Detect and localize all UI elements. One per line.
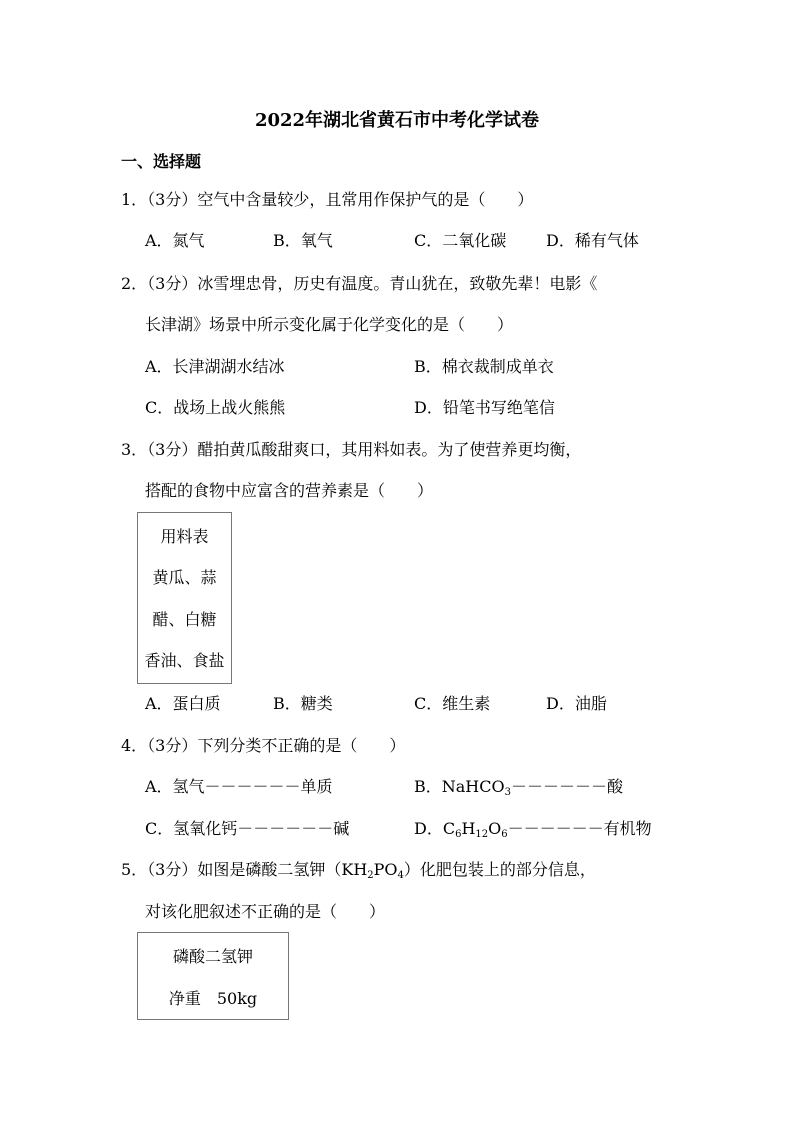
question-3-stem-line1: 3．（3分）醋拍黄瓜酸甜爽口，其用料如表。为了使营养更均衡， [121,440,582,459]
ingredients-table-row: 醋、白糖 [152,610,217,629]
question-1-option-a: A．氮气 [145,231,205,250]
question-2-option-d: D．铅笔书写绝笔信 [414,398,555,417]
question-2-option-a: A．长津湖湖水结冰 [145,357,285,376]
question-4-option-c: C．氢氧化钙－－－－－－碱 [145,819,350,838]
question-2-stem-line1: 2．（3分）冰雪埋忠骨，历史有温度。青山犹在，致敬先辈！电影《 [121,274,598,293]
question-1-stem: 1．（3分）空气中含量较少，且常用作保护气的是（ ） [121,190,534,209]
question-3-option-a: A．蛋白质 [145,694,221,713]
ingredients-table-header: 用料表 [160,527,209,546]
question-4-stem: 4．（3分）下列分类不正确的是（ ） [121,736,406,755]
question-5-stem-line2: 对该化肥叙述不正确的是（ ） [145,902,386,921]
section-heading: 一、选择题 [121,152,202,171]
ingredients-table [137,512,232,684]
ingredients-table-row: 香油、食盐 [144,651,225,670]
fertilizer-net-weight: 净重 50kg [168,989,258,1008]
question-3-option-b: B．糖类 [273,694,333,713]
question-1-option-b: B．氧气 [273,231,333,250]
question-1-option-d: D．稀有气体 [546,231,639,250]
question-1-option-c: C．二氧化碳 [414,231,507,250]
question-4-option-d: D．$C_6H_{12}O_6------$有机物 [414,819,652,840]
question-5-stem-line1: 5．（3分）如图是磷酸二氢钾$(KH_2PO_4)$化肥包装上的部分信息， [121,860,596,881]
question-2-option-c: C．战场上战火熊熊 [145,398,286,417]
fertilizer-name: 磷酸二氢钾 [172,947,253,966]
question-2-stem-line2: 长津湖》场景中所示变化属于化学变化的是（ ） [145,315,514,334]
question-3-stem-line2: 搭配的食物中应富含的营养素是（ ） [145,481,434,500]
question-4-option-b: B．NaHCO$_3$－－－－－－酸 [414,777,624,798]
question-3-option-d: D．油脂 [546,694,607,713]
ingredients-table-row: 黄瓜、蒜 [152,568,217,587]
question-2-option-b: B．棉衣裁制成单衣 [414,357,554,376]
fertilizer-label-box [137,932,289,1020]
question-3-option-c: C．维生素 [414,694,491,713]
question-4-option-a: A．氢气－－－－－－单质 [145,777,333,796]
page-title: 2022年湖北省黄石市中考化学试卷 [254,110,540,131]
